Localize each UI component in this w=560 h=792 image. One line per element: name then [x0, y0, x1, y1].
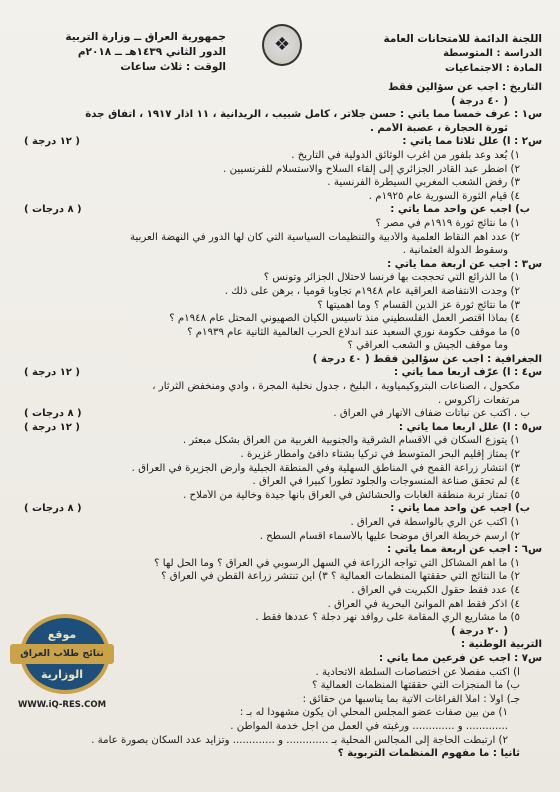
exam-line-text: الجغرافية : أجب عن سؤالين فقط ( ٤٠ درجة ): [312, 353, 542, 365]
exam-line-text: ب) أجب عن واحد مما يأتي :: [390, 204, 530, 216]
exam-line: [20, 531, 542, 545]
exam-line: [20, 476, 542, 490]
exam-line-text: ( ٢٠ درجة ): [450, 625, 508, 637]
marks-label: ( ٨ درجات ): [24, 503, 82, 515]
watermark-middle-text: نتائج طلاب العراق: [10, 644, 114, 664]
exam-line-text: ٢) عدد أهم النقاط العلمية والأدبية والتنظيمات السياسية التي كان لها الدور في النهضة العربية: [130, 231, 520, 243]
study-level: الدراسة : المتوسطة: [443, 48, 542, 60]
exam-line-text: ثورة الحجارة ، عصبة الأمم .: [370, 122, 508, 134]
exam-line: [20, 517, 542, 531]
exam-line: [20, 449, 542, 463]
exam-line-text: ( ٤٠ درجة ): [450, 95, 508, 107]
exam-line: [20, 748, 542, 762]
exam-line: [20, 558, 542, 572]
exam-round: الدور الثاني ١٤٣٩هـ ــ ٢٠١٨م: [77, 46, 226, 59]
watermark-top-text: موقع: [47, 628, 77, 641]
exam-line-text: ٤) بماذا اقتصر العمل الفلسطيني منذ تأسيس الكيان الصهيوني المحتل عام ١٩٤٨م ؟: [169, 313, 520, 325]
exam-line-text: أ) اكتب مفصلاً عن اختصاصات السلطة الاتحادية .: [315, 666, 520, 678]
header-right: [342, 32, 542, 76]
exam-line-text: ٤) قيام الثورة السورية عام ١٩٢٥م .: [368, 190, 520, 202]
exam-line-text: ٤) لم تحقق صناعة المنسوجات والجلود تطوراً كبيراً في العراق .: [252, 476, 520, 488]
exam-line-text: مكحول ، الصناعات البتروكيمياوية ، البليخ ، جدول نخلية المجرة ، وادي ومنخفض الثرثار ،: [152, 381, 520, 393]
exam-line-text: ١) اكتب عن الري بالواسطة في العراق .: [350, 517, 520, 528]
marks-label: ( ١٢ درجة ): [24, 367, 80, 379]
exam-line-text: س٧ : أجب عن فرعين مما يأتي :: [378, 652, 542, 664]
exam-line-text: ٤) عدد فقط حقول الكبريت في العراق .: [351, 584, 520, 596]
committee-name: اللجنة الدائمة للامتحانات العامة: [383, 33, 542, 45]
exam-line: [20, 544, 542, 558]
exam-line-text: ٣) ما نتائج ثورة عز الدين القسام ؟ وما أهميتها ؟: [317, 299, 520, 311]
exam-line: [20, 435, 542, 449]
exam-line: [20, 490, 542, 504]
exam-line: [20, 503, 542, 517]
exam-line-text: ١) ما أهم المشاكل التي تواجه الزراعة في السهل الرسوبي في العراق ؟ وما الحل لها ؟: [154, 557, 520, 569]
exam-line-text: ٢) يمتاز إقليم البحر المتوسط في تركيا بشتاء دافئ وأمطار غزيرة .: [240, 449, 520, 461]
exam-line: [20, 164, 542, 178]
exam-line-text: ١) ما نتائج ثورة ١٩١٩م في مصر ؟: [375, 217, 520, 229]
exam-line-text: ٢) ارتبطت الحاجة إلى المجالس المحلية بـ ............. و ............. وتزايد عدد السكان بصورة عامة .: [91, 734, 508, 746]
exam-line: [20, 599, 542, 613]
exam-line-text: وسقوط الدولة العثمانية .: [402, 245, 508, 257]
subject-name: المادة : الاجتماعيات: [445, 62, 542, 74]
exam-line-text: ٢) اضطر عبد القادر الجزائري إلى إلقاء السلاح والاستسلام للفرنسيين .: [223, 163, 520, 175]
exam-line: [20, 218, 542, 232]
exam-line: [20, 150, 542, 164]
exam-line-text: س٦ : أجب عن أربعة مما يأتي :: [387, 544, 542, 556]
exam-line: [20, 191, 542, 205]
watermark-bottom-text: الوزارية: [40, 668, 84, 681]
exam-line: [20, 395, 542, 409]
exam-line-text: التربية الوطنية :: [461, 639, 542, 651]
watermark-url: WWW.iQ-RES.COM: [17, 700, 107, 710]
exam-line-text: س٢ : أ) علل ثلاثاً مما يأتي :: [402, 136, 542, 148]
exam-line: [20, 735, 542, 749]
exam-line: [20, 96, 542, 110]
exam-line: [20, 123, 542, 137]
site-watermark: [6, 614, 118, 712]
exam-line-text: س٣ : أجب عن أربعة مما يأتي :: [387, 258, 542, 270]
exam-line-text: ٢) ما النتائج التي حققتها المنظمات العمالية ؟ ٣) أين تنتشر زراعة القطن في العراق ؟: [161, 571, 520, 583]
exam-line: [20, 721, 542, 735]
exam-line-text: ب . اكتب عن نباتات ضفاف الأنهار في العراق .: [333, 408, 530, 420]
exam-line-text: ب) أجب عن واحد مما يأتي :: [390, 503, 530, 515]
exam-line: [20, 340, 542, 354]
exam-line: [20, 259, 542, 273]
exam-line-text: ٥) ما موقف حكومة نوري السعيد عند اندلاع الحرب العالمية الثانية عام ١٩٣٩م ؟: [187, 326, 520, 338]
exam-time: الوقت : ثلاث ساعات: [120, 61, 226, 74]
exam-line-text: ١) يتوزع السكان في الأقسام الشرقية والجنوبية الغربية من العراق بشكل مبعثر .: [182, 435, 520, 447]
exam-line-text: ١) يُعد وعد بلفور من أغرب الوثائق الدولية في التأريخ .: [291, 149, 520, 161]
exam-line: [20, 408, 542, 422]
exam-line-text: س١ : عرف خمساً مما يأتي : حسن جلاتر ، كامل شبيب ، الريدانية ، ١١ آذار ١٩١٧ ، اتفاق جدة: [85, 109, 542, 121]
exam-line: [20, 463, 542, 477]
exam-line: [20, 109, 542, 123]
exam-line-text: س٤ : أ) عرّف أربعاً مما يأتي :: [393, 367, 542, 379]
marks-label: ( ١٢ درجة ): [24, 136, 80, 148]
exam-line-text: مرتفعات زاكروس .: [438, 394, 520, 406]
exam-line: [20, 422, 542, 436]
republic-emblem-icon: ❖: [262, 24, 302, 66]
exam-line: [20, 585, 542, 599]
exam-line: [20, 136, 542, 150]
exam-line-text: وما موقف الجيش و الشعب العراقي ؟: [347, 340, 508, 352]
exam-line-text: ٥) ما مشاريع الري المقامة على روافد نهر دجلة ؟ عددها فقط .: [255, 612, 520, 624]
exam-line-text: ٣) رفض الشعب المغربي السيطرة الفرنسية .: [327, 177, 520, 189]
marks-label: ( ٨ درجات ): [24, 204, 82, 216]
country-ministry: جمهورية العراق ــ وزارة التربية: [65, 31, 226, 43]
exam-line-text: ٢) ارسم خريطة العراق موضحاً عليها بالأسماء أقسام السطح .: [259, 530, 520, 542]
exam-line-text: جـ) أولاً : املأ الفراغات الآتية بما يناسبها من حقائق :: [302, 693, 520, 705]
exam-line-text: ١) ما الذرائع التي تحججت بها فرنسا لاحتلال الجزائر وتونس ؟: [263, 272, 520, 284]
exam-line: [20, 204, 542, 218]
marks-label: ( ٨ درجات ): [24, 408, 82, 420]
marks-label: ( ١٢ درجة ): [24, 421, 80, 433]
exam-line: [20, 232, 542, 246]
exam-line: [20, 272, 542, 286]
exam-line: [20, 245, 542, 259]
exam-line: [20, 300, 542, 314]
history-instruction: التاريخ : أجب عن سؤالين فقط: [388, 82, 542, 93]
exam-line-text: ب) ما المنجزات التي حققتها المنظمات العمالية ؟: [311, 680, 520, 692]
exam-line-text: ............. و ............. ورغبته في العمل من أجل خدمة المواطن .: [230, 720, 508, 732]
exam-line: [20, 367, 542, 381]
exam-line: [20, 327, 542, 341]
exam-line-text: ثانياً : ما مفهوم المنظمات التربوية ؟: [337, 748, 520, 760]
exam-line-text: ٤) اذكر فقط أهم الموانئ البحرية في العراق .: [327, 598, 520, 610]
exam-line: [20, 571, 542, 585]
exam-line: [20, 354, 542, 368]
exam-line: [20, 177, 542, 191]
exam-line: [20, 313, 542, 327]
header-left: [36, 30, 226, 76]
exam-line-text: ١) من بين صفات عضو المجلس المحلي أن يكون مشهوداً له بـ :: [239, 707, 508, 719]
exam-line: [20, 286, 542, 300]
exam-line-text: س٥ : أ) علل أربعاً مما يأتي :: [398, 421, 542, 433]
exam-line-text: ٥) تمتاز تربة منطقة الغابات والحشائش في العراق بأنها جيدة وخالية من الأملاح .: [183, 489, 520, 501]
exam-line-text: ٢) وجدت الانتفاضة العراقية عام ١٩٤٨م تجاوباً قومياً ، برهن على ذلك .: [224, 285, 520, 297]
exam-line: [20, 381, 542, 395]
exam-line-text: ٣) انتشار زراعة القمح في المناطق السهلية وفي المنطقة الجبلية وأرض الجزيرة في العراق .: [131, 462, 520, 474]
